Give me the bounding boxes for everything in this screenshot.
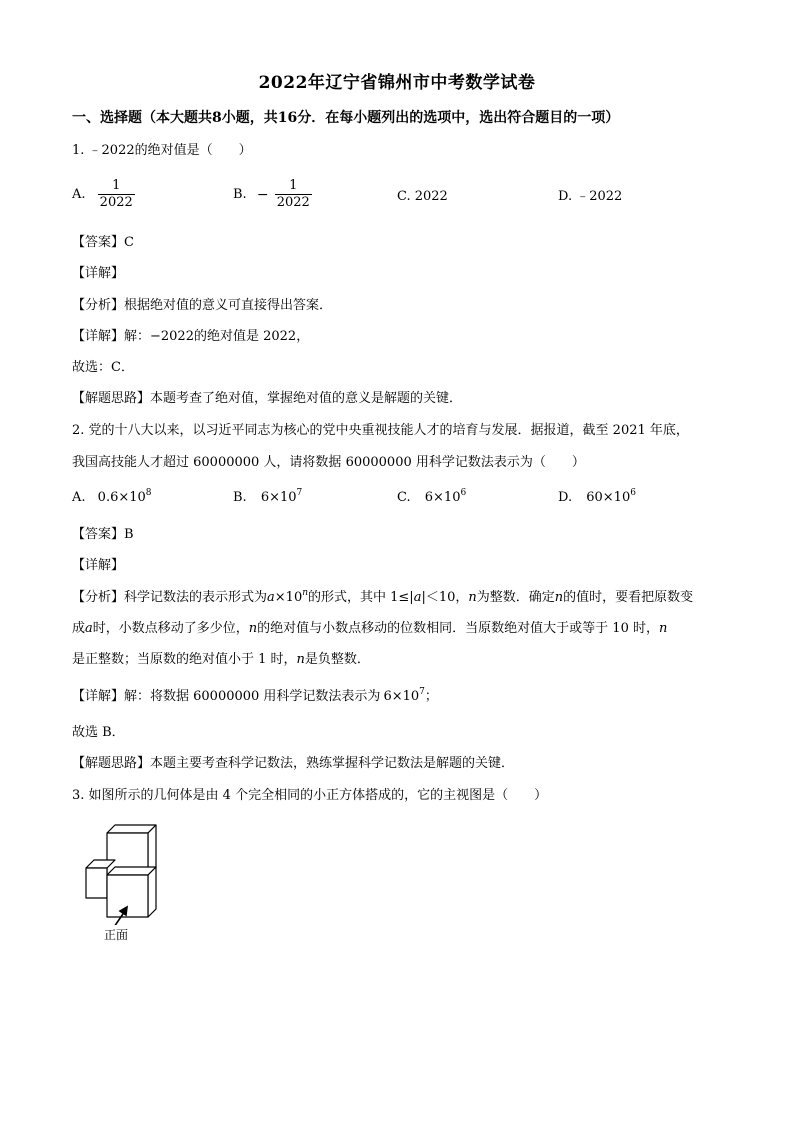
q1-option-b-numerator: 1 bbox=[289, 178, 298, 193]
q1-option-b-label: B. bbox=[233, 187, 247, 202]
q2-solution-base: 6×10 bbox=[383, 689, 420, 704]
q2-analysis-text: 时，小数点移动了多少位， bbox=[92, 621, 249, 636]
q1-option-a-fraction bbox=[98, 178, 135, 211]
q2-analysis-var-a: a bbox=[267, 590, 275, 605]
q2-analysis-var-n: n bbox=[658, 621, 668, 636]
q1-option-c: C. 2022 bbox=[397, 189, 448, 204]
q2-analysis-text: |＜10， bbox=[421, 590, 469, 605]
q2-option-d-base: 60×10 bbox=[586, 490, 631, 505]
q2-option-a bbox=[72, 488, 152, 505]
q1-option-b bbox=[233, 178, 312, 211]
q2-analysis-text: 的绝对值与小数点移动的位数相同．当原数绝对值大于或等于 10 时， bbox=[257, 621, 659, 636]
q2-solution-text: 【详解】解：将数据 60000000 用科学记数法表示为 bbox=[72, 689, 381, 704]
q2-analysis-text: 成 bbox=[72, 621, 86, 636]
q2-option-b-label: B. bbox=[233, 490, 247, 505]
q2-stem-line2: 我国高技能人才超过 60000000 人，请将数据 60000000 用科学记数法表示为（ ） bbox=[72, 455, 585, 470]
q2-choice: 故选 B． bbox=[72, 725, 125, 740]
q1-stem: 1. ﹣2022的绝对值是（ ） bbox=[72, 143, 252, 158]
q2-analysis-line3 bbox=[72, 653, 370, 666]
q2-option-a-label: A. bbox=[72, 490, 86, 505]
q2-analysis-text: 【分析】科学记数法的表示形式为 bbox=[72, 590, 268, 605]
q1-detail-heading: 【详解】 bbox=[72, 266, 125, 281]
q2-analysis-exponent: n bbox=[302, 588, 309, 598]
q1-option-b-denominator: 2022 bbox=[276, 195, 310, 210]
q1-solution: 【详解】解：−2022的绝对值是 2022， bbox=[72, 329, 310, 344]
q2-option-a-exponent: 8 bbox=[145, 488, 152, 498]
q2-option-d bbox=[558, 488, 636, 505]
q1-option-b-sign: − bbox=[256, 186, 269, 203]
q1-choice: 故选：C． bbox=[72, 360, 134, 375]
page-title: 2022年辽宁省锦州市中考数学试卷 bbox=[258, 73, 536, 93]
q2-analysis-text: 的值时，要看把原数变 bbox=[563, 590, 694, 605]
q2-analysis-text: 是正整数；当原数的绝对值小于 1 时， bbox=[72, 652, 297, 667]
q2-option-c-exponent: 6 bbox=[460, 488, 467, 498]
q2-option-b-exponent: 7 bbox=[296, 488, 303, 498]
q2-solution bbox=[72, 687, 438, 704]
section-heading: 一、选择题（本大题共8小题，共16分．在每小题列出的选项中，选出符合题目的一项） bbox=[72, 110, 620, 126]
q2-option-c-base: 6×10 bbox=[424, 490, 461, 505]
q3-stem: 3. 如图所示的几何体是由 4 个完全相同的小正方体搭成的，它的主视图是（ ） bbox=[72, 788, 548, 803]
q2-option-c-label: C. bbox=[397, 490, 411, 505]
q2-option-b-base: 6×10 bbox=[260, 490, 297, 505]
q2-analysis-var-n: n bbox=[248, 621, 258, 636]
q2-analysis-text: ×10 bbox=[274, 590, 303, 605]
q1-option-a-numerator: 1 bbox=[112, 178, 121, 193]
q2-detail-heading: 【详解】 bbox=[72, 558, 125, 573]
q2-option-d-exponent: 6 bbox=[630, 488, 636, 498]
q2-analysis-text: 为整数．确定 bbox=[476, 590, 555, 605]
q2-option-d-label: D. bbox=[558, 490, 573, 505]
q1-option-d: D. ﹣2022 bbox=[558, 189, 623, 204]
cube-front-side bbox=[148, 867, 156, 917]
q2-analysis-var-a: a bbox=[413, 590, 422, 605]
q1-thought: 【解题思路】本题考查了绝对值，掌握绝对值的意义是解题的关键． bbox=[72, 391, 463, 406]
q2-analysis-var-n: n bbox=[296, 652, 305, 667]
q3-figure-label: 正面 bbox=[104, 928, 129, 942]
q2-thought: 【解题思路】本题主要考查科学记数法，熟练掌握科学记数法是解题的关键． bbox=[72, 756, 515, 771]
q2-analysis-line2 bbox=[72, 622, 667, 635]
cube-left-front bbox=[86, 868, 107, 898]
q3-cube-figure bbox=[80, 815, 170, 925]
q1-option-a bbox=[72, 178, 135, 211]
q2-solution-exponent: 7 bbox=[419, 687, 425, 697]
q2-analysis-var-n: n bbox=[468, 590, 477, 605]
q2-analysis-var-n: n bbox=[554, 590, 564, 605]
q2-answer: 【答案】B bbox=[72, 527, 134, 542]
q2-stem-line1: 2. 党的十八大以来，以习近平同志为核心的党中央重视技能人才的培育与发展．据报道，截至 2021 年底， bbox=[72, 423, 689, 438]
q1-option-b-fraction bbox=[275, 178, 312, 211]
q2-solution-text: ； bbox=[424, 689, 438, 704]
q1-option-a-label: A. bbox=[72, 187, 86, 202]
q2-option-a-base: 0.6×10 bbox=[97, 490, 146, 505]
q1-answer: 【答案】C bbox=[72, 235, 134, 250]
q1-option-a-denominator: 2022 bbox=[99, 195, 133, 210]
q2-analysis-var-a: a bbox=[85, 621, 93, 636]
q2-analysis-text: 是负整数． bbox=[304, 652, 370, 667]
q1-analysis: 【分析】根据绝对值的意义可直接得出答案． bbox=[72, 298, 333, 313]
q2-analysis-line1 bbox=[72, 588, 694, 605]
q2-option-c bbox=[397, 488, 467, 505]
q2-analysis-text: 的形式，其中 1≤| bbox=[308, 590, 414, 605]
q2-option-b bbox=[233, 488, 303, 505]
cube-front-face bbox=[107, 875, 148, 917]
